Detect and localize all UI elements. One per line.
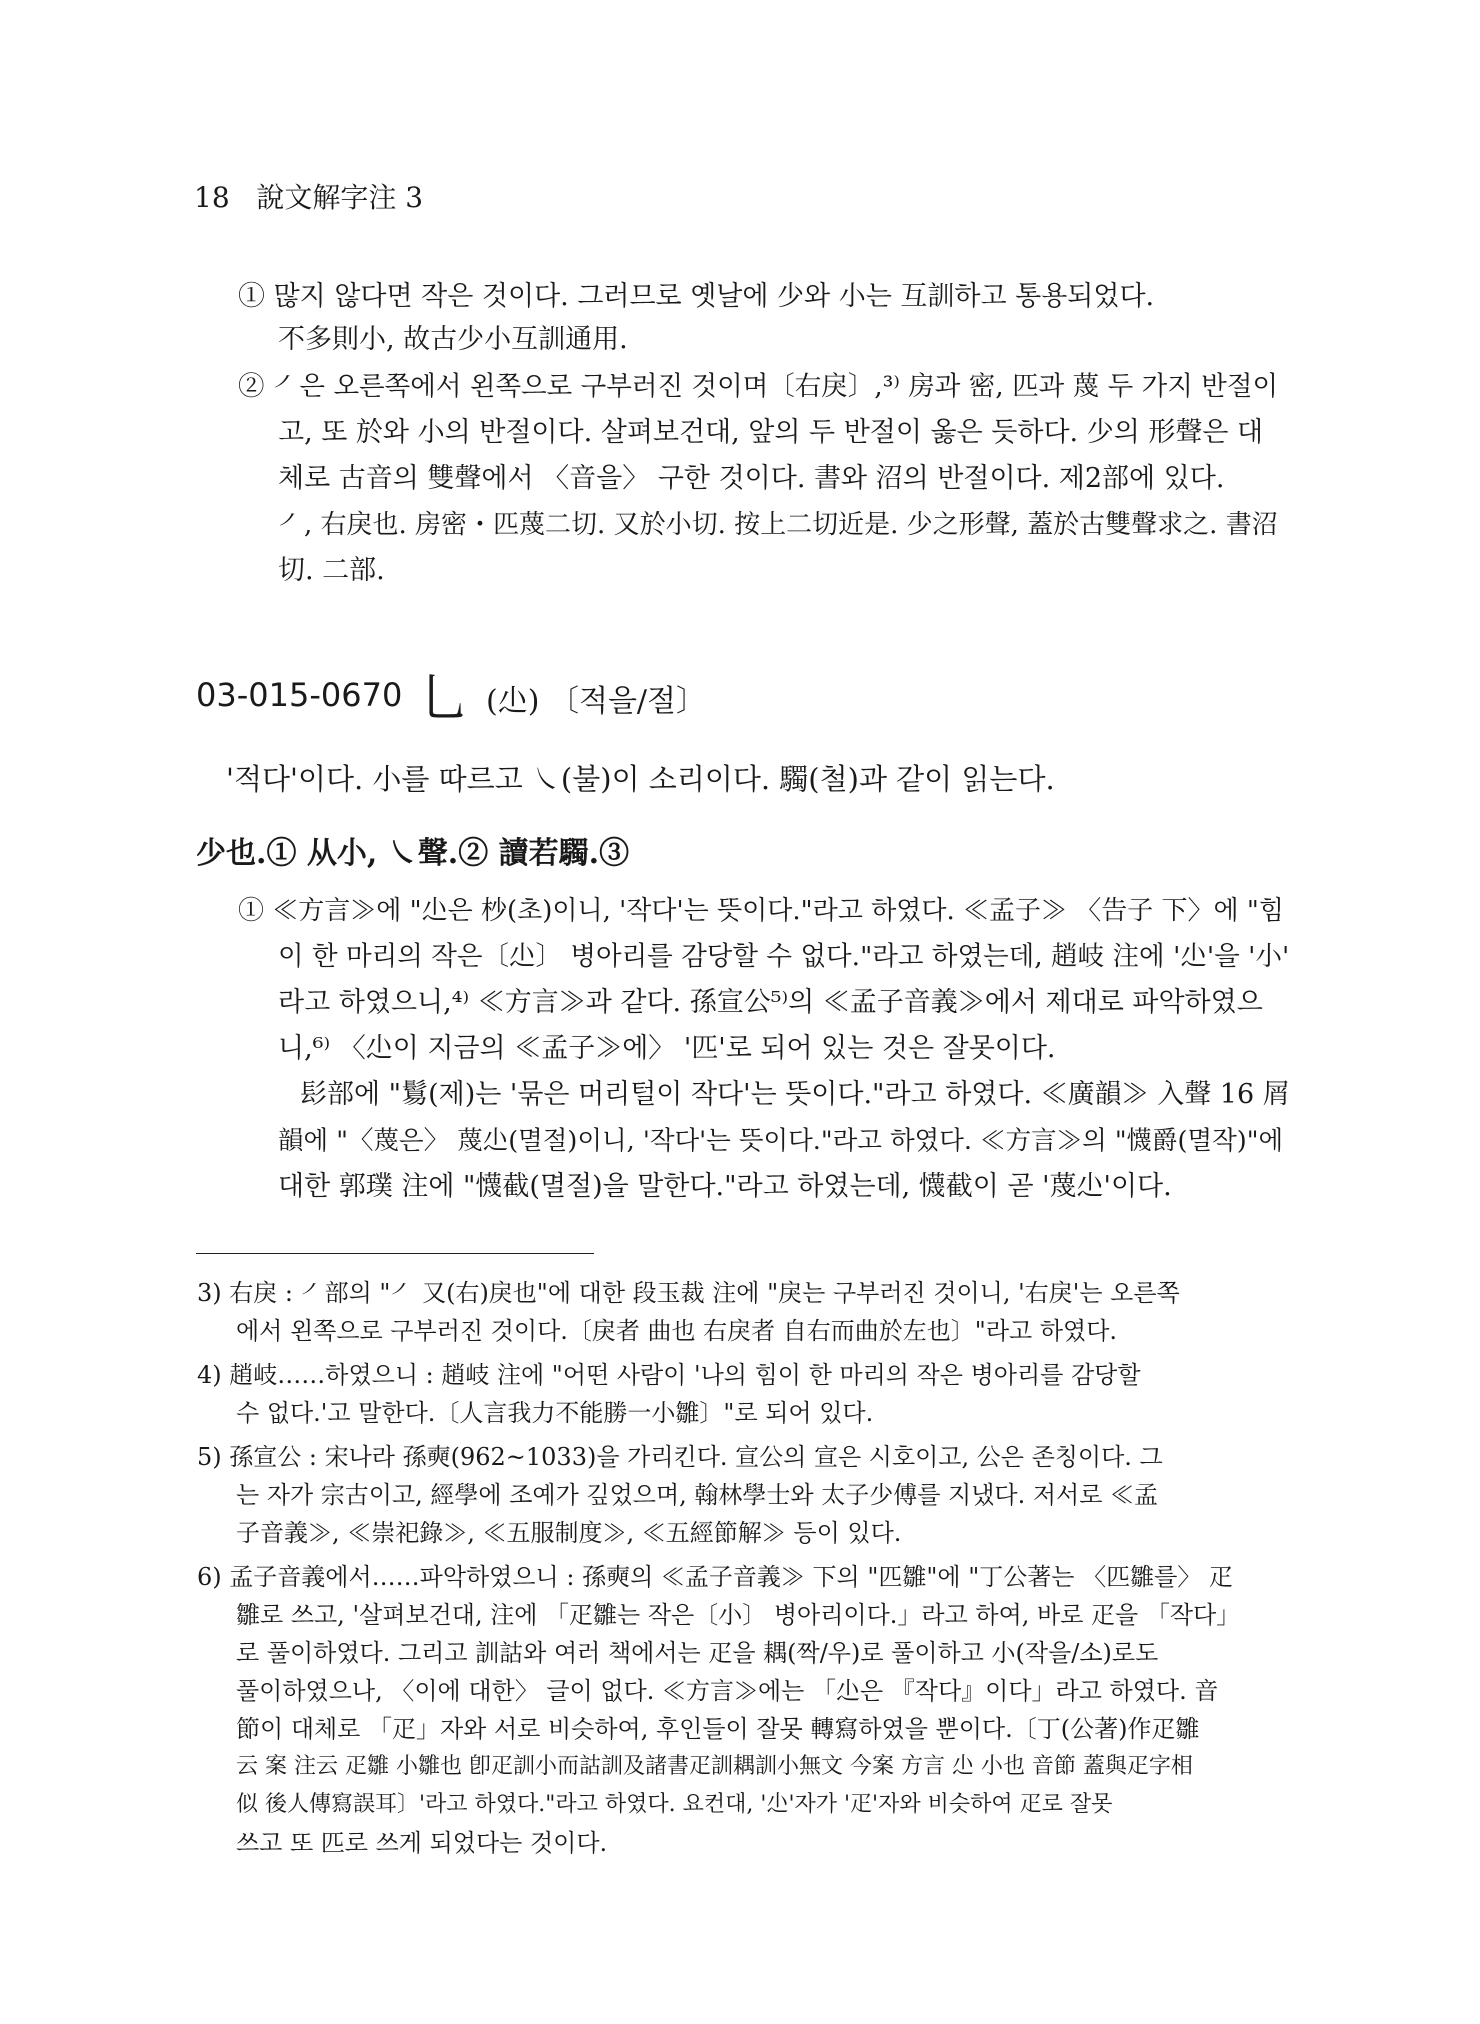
entry-original-text: 少也.① 从小, ㇏聲.② 讀若䮷.③ (196, 836, 630, 871)
entry-code: 03-015-0670 (196, 676, 403, 714)
footnote-5-line-1: 5) 孫宣公 : 宋나라 孫奭(962~1033)을 가리킨다. 宣公의 宣은 시호이고, 公은 존칭이다. 그 (197, 1443, 1163, 1471)
page-number: 18 (194, 181, 230, 214)
prev-note-2-line-3: 체로 古音의 雙聲에서 〈音을〉 구한 것이다. 書와 沼의 반절이다. 제2部에 있다. (278, 463, 1225, 494)
footnote-6-line-2: 雛로 쓰고, '살펴보건대, 注에 「疋雛는 작은〔小〕 병아리이다.」라고 하여, 바로 疋을 「작다」 (236, 1601, 1241, 1629)
footnote-3-line-2: 에서 왼쪽으로 구부러진 것이다.〔戾者 曲也 右戾者 自右而曲於左也〕"라고 하였다. (236, 1317, 1118, 1345)
prev-note-1-line-1: ① 많지 않다면 작은 것이다. 그러므로 옛날에 少와 小는 互訓하고 통용되었다. (238, 281, 1155, 312)
entry-char: (尐) (486, 684, 540, 719)
note-1-line-6: 韻에 "〈蔑은〉 蔑尐(멸절)이니, '작다'는 뜻이다."라고 하였다. ≪方言≫의 "懱爵(멸작)"에 (278, 1126, 1284, 1156)
note-1-line-5: 髟部에 "鬄(제)는 '묶은 머리털이 작다'는 뜻이다."라고 하였다. ≪廣韻≫ 入聲 16 屑 (300, 1079, 1290, 1110)
note-1-line-3: 라고 하였으니,⁴⁾ ≪方言≫과 같다. 孫宣公⁵⁾의 ≪孟子音義≫에서 제대로 파악하였으 (278, 987, 1263, 1018)
footnote-3-line-1: 3) 右戾 : ㇒部의 "㇒ 又(右)戾也"에 대한 段玉裁 注에 "戾는 구부러진 것이니, '右戾'는 오른쪽 (197, 1279, 1180, 1307)
footnote-6-line-4: 풀이하였으나, 〈이에 대한〉 글이 없다. ≪方言≫에는 「尐은 『작다』이다」라고 하였다. 音 (236, 1677, 1219, 1705)
book-title: 說文解字注 3 (256, 181, 424, 214)
footnote-4-line-2: 수 없다.'고 말한다.〔人言我力不能勝一小雛〕"로 되어 있다. (236, 1399, 874, 1427)
footnote-6-line-5: 節이 대체로 「疋」자와 서로 비슷하여, 후인들이 잘못 轉寫하였을 뿐이다.〔丁(公著)作疋雛 (236, 1715, 1200, 1743)
footnote-separator (196, 1253, 594, 1254)
prev-note-2-line-2: 고, 또 於와 小의 반절이다. 살펴보건대, 앞의 두 반절이 옳은 듯하다. 少의 形聲은 대 (278, 417, 1264, 448)
entry-reading: 〔적을/절〕 (548, 684, 707, 719)
footnote-6-line-7: 似 後人傳寫誤耳〕'라고 하였다."라고 하였다. 요컨대, '尐'자가 '疋'자와 비슷하여 疋로 잘못 (236, 1792, 1113, 1817)
footnote-6-line-6: 云 案 注云 疋雛 小雛也 卽疋訓小而詁訓及諸書疋訓耦訓小無文 今案 方言 尐 小也 音節 蓋與疋字相 (236, 1754, 1193, 1779)
note-1-line-2: 이 한 마리의 작은〔尐〕 병아리를 감당할 수 없다."라고 하였는데, 趙岐 注에 '尐'을 '小' (278, 941, 1290, 972)
note-1-line-1: ① ≪方言≫에 "尐은 杪(초)이니, '작다'는 뜻이다."라고 하였다. ≪孟子≫ 〈告子 下〉에 "힘 (238, 896, 1284, 926)
prev-note-2-line-4: ㇒, 右戾也. 房密・匹蔑二切. 又於小切. 按上二切近是. 少之形聲, 蓋於古雙聲求之. 書沼 (278, 510, 1278, 540)
running-header (194, 176, 423, 216)
footnote-6-line-1: 6) 孟子音義에서……파악하였으니 : 孫奭의 ≪孟子音義≫ 下의 "匹雛"에 "丁公著는 〈匹雛를〉 疋 (197, 1563, 1233, 1591)
footnote-5-line-2: 는 자가 宗古이고, 經學에 조예가 깊었으며, 翰林學士와 太子少傅를 지냈다. 저서로 ≪孟 (236, 1481, 1159, 1509)
prev-note-1-line-2: 不多則小, 故古少小互訓通用. (278, 324, 628, 355)
entry-definition: '적다'이다. 小를 따르고 ㇏(불)이 소리이다. 䮷(철)과 같이 읽는다. (226, 762, 1055, 796)
prev-note-2-line-5: 切. 二部. (278, 555, 385, 586)
footnote-6-line-8: 쓰고 또 匹로 쓰게 되었다는 것이다. (236, 1829, 608, 1857)
footnote-6-line-3: 로 풀이하였다. 그리고 訓詁와 여러 책에서는 疋을 耦(짝/우)로 풀이하고 小(작을/소)로도 (236, 1639, 1159, 1667)
footnote-4-line-1: 4) 趙岐……하였으니 : 趙岐 注에 "어떤 사람이 '나의 힘이 한 마리의 작은 병아리를 감당할 (197, 1361, 1141, 1389)
footnote-5-line-3: 子音義≫, ≪崇祀錄≫, ≪五服制度≫, ≪五經節解≫ 등이 있다. (236, 1519, 902, 1547)
seal-script-glyph: 乚 (418, 669, 471, 729)
entry-heading-text (486, 676, 706, 720)
note-1-line-7: 대한 郭璞 注에 "懱截(멸절)을 말한다."라고 하였는데, 懱截이 곧 '蔑尐'이다. (278, 1171, 1172, 1202)
note-1-line-4: 니,⁶⁾ 〈尐이 지금의 ≪孟子≫에〉 '匹'로 되어 있는 것은 잘못이다. (278, 1033, 1056, 1064)
prev-note-2-line-1: ② ㇒은 오른쪽에서 왼쪽으로 구부러진 것이며〔右戾〕,³⁾ 房과 密, 匹과 蔑 두 가지 반절이 (238, 371, 1279, 402)
